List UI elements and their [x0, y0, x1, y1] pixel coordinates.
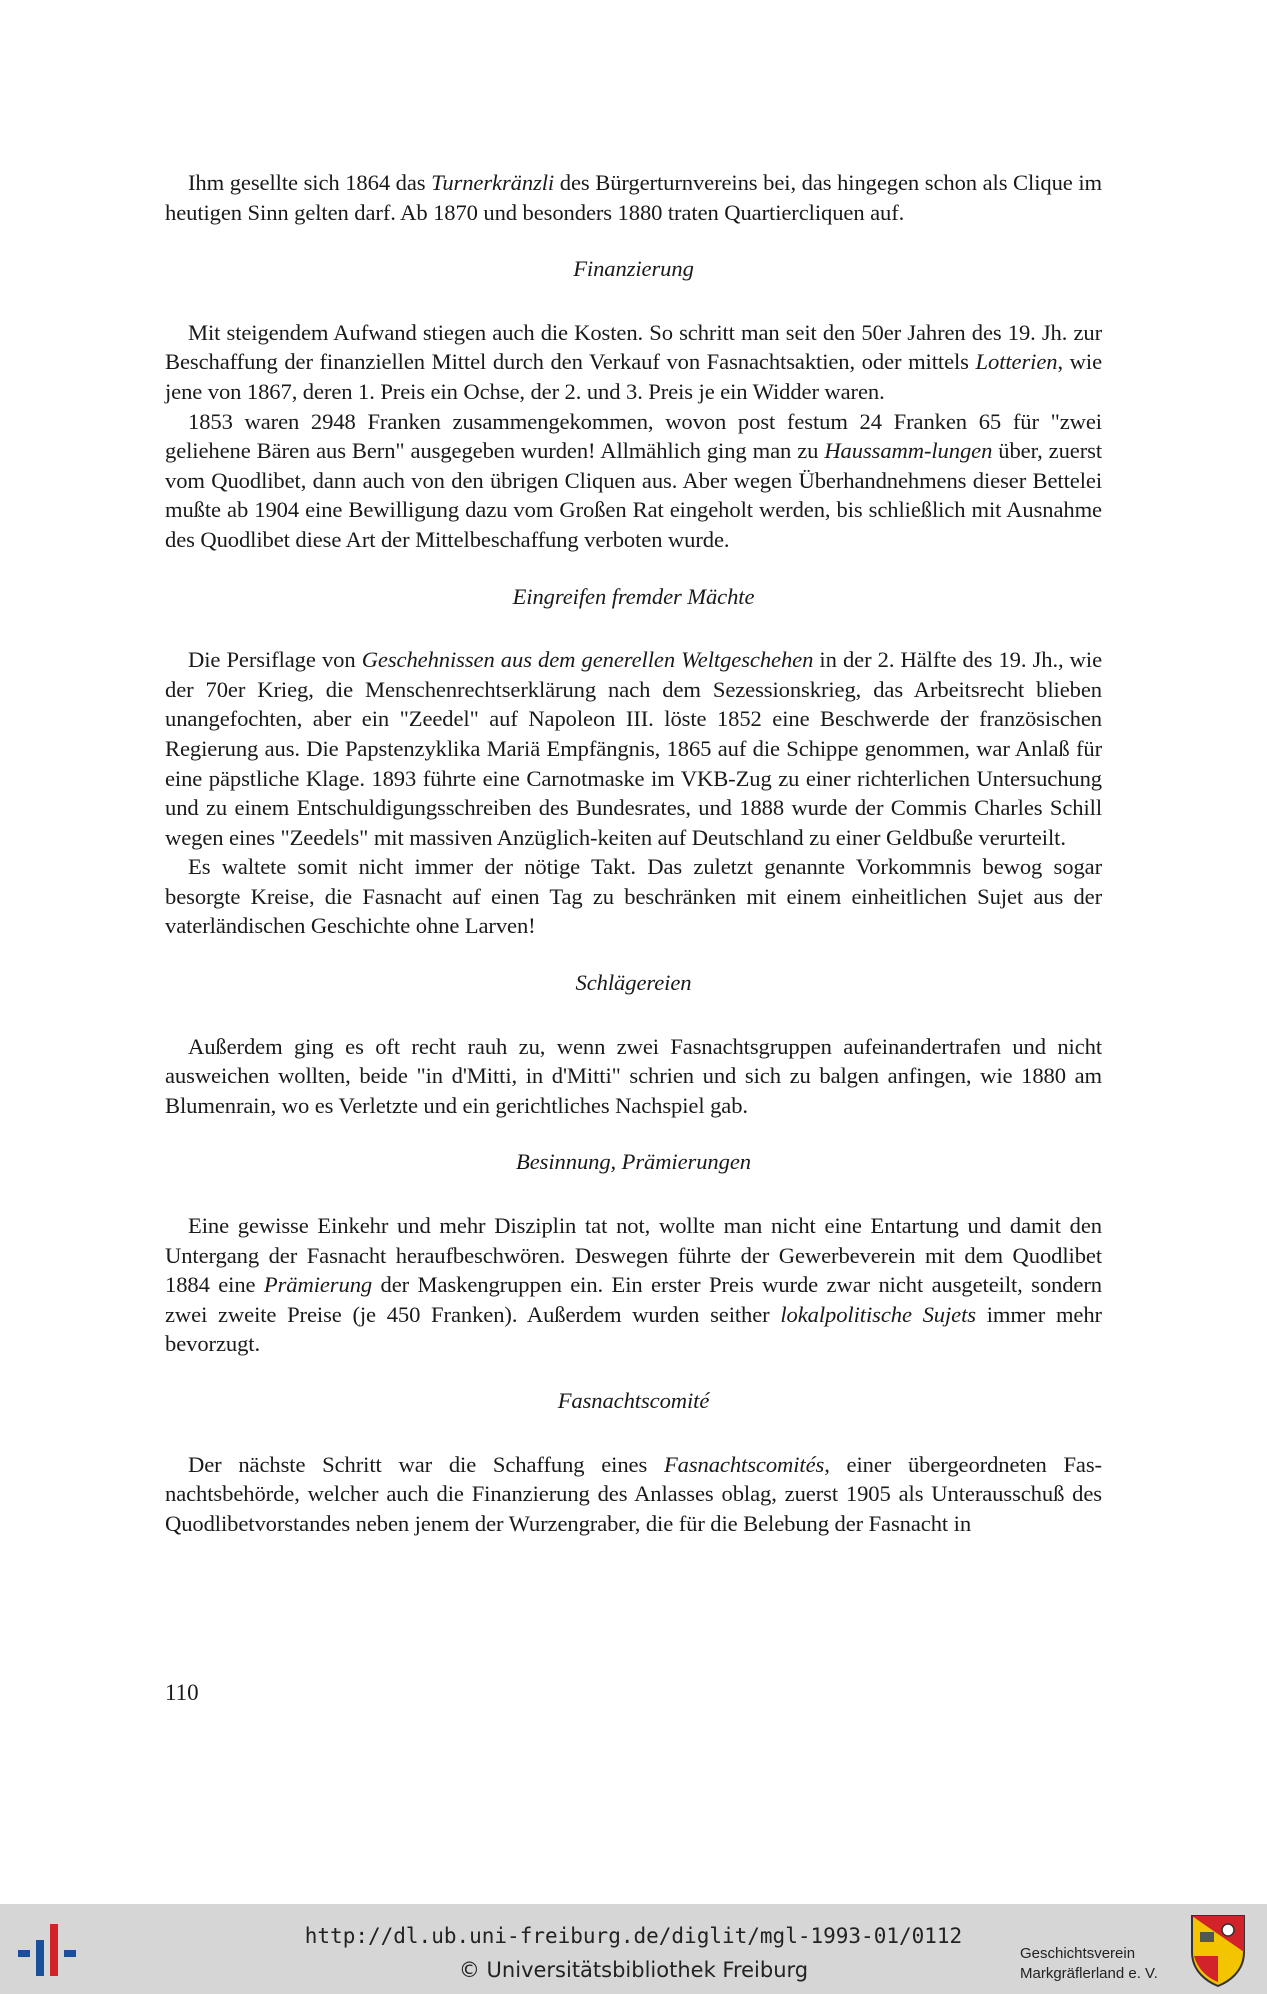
society-line-2: Markgräflerland e. V.: [1020, 1965, 1158, 1982]
italic-term: Fasnachtscomités: [663, 1451, 825, 1477]
italic-term: Turnerkränzli: [431, 170, 555, 195]
society-name: [1020, 1944, 1158, 1984]
italic-term: Prämierung: [263, 1272, 373, 1298]
section-heading: Fasnachtscomité: [557, 1388, 710, 1413]
document-url[interactable]: http://dl.ub.uni-freiburg.de/diglit/mgl-1993-01/0112: [304, 1924, 963, 1948]
body-text: [165, 168, 1102, 1538]
paragraph: Die Persiflage von Geschehnissen aus dem generellen Weltgeschehen in der 2. Hälfte des 19. Jh., wie der 70er Krieg, die Menschenrechtserklärung nach dem Sezessionskrieg, das Arbeitsrecht blieben unangefochten, aber ein "Zeedel" auf Napoleon III. löste 1852 eine Beschwerde der französischen Regierung aus. Die Papstenzyklika Mariä Empfängnis, 1865 auf die Schippe genommen, war Anlaß für eine päpstliche Klage. 1893 führte eine Carnotmaske im VKB-Zug zu einer richterlichen Untersuchung und zu einem Entschuldigungsschreiben des Bundesrates, und 1888 wurde der Commis Charles Schill wegen eines "Zeedels" mit massiven Anzüglich-keiten auf Deutschland zu einer Geldbuße verurteilt.: [165, 647, 1103, 850]
page-number: 110: [165, 1680, 199, 1705]
paragraph: Ihm gesellte sich 1864 das Turnerkränzli des Bürgerturnvereins bei, das hingegen schon als Clique im heutigen Sinn gelten darf. Ab 1870 und besonders 1880 traten Quartiercliquen auf.: [165, 170, 1102, 225]
paragraph: Außerdem ging es oft recht rauh zu, wenn zwei Fasnachtsgruppen aufeinandertrafen und nicht ausweichen wollten, beide "in d'Mitti, in d'Mitti" schrien und sich zu balgen anfingen, wie 1880 am Blumenrain, wo es Verletzte und ein gerichtliches Nachspiel gab.: [165, 1033, 1102, 1118]
paragraph: 1853 waren 2948 Franken zusammengekommen, wovon post festum 24 Franken 65 für "zwei geliehene Bären aus Bern" ausgegeben wurden! Allmählich ging man zu Haussamm-lungen über, zuerst vom Quodlibet, dann auch von den übrigen Cliquen aus. Aber wegen Überhandnehmens dieser Bettelei mußte ab 1904 eine Bewilligung dazu vom Großen Rat eingeholt werden, bis schließlich mit Ausnahme des Quodlibet diese Art der Mittelbeschaffung verboten wurde.: [165, 408, 1102, 552]
copyright-notice: © Universitätsbibliothek Freiburg: [458, 1958, 809, 1982]
section-heading: Besinnung, Prämierungen: [516, 1149, 751, 1175]
section-heading: Eingreifen fremder Mächte: [512, 583, 755, 609]
section-heading: Finanzierung: [573, 256, 694, 282]
paragraph: Mit steigendem Aufwand stiegen auch die Kosten. So schritt man seit den 50er Jahren des 19. Jh. zur Beschaffung der finanziellen Mittel durch den Verkauf von Fasnachtsaktien, oder mittels Lotterien, wie jene von 1867, deren 1. Preis ein Ochse, der 2. und 3. Preis je ein Widder waren.: [165, 319, 1102, 404]
society-line-1: Geschichtsverein: [1020, 1945, 1136, 1962]
coat-of-arms-icon: [1188, 1912, 1248, 1988]
italic-term: Haussamm-lungen: [824, 438, 993, 464]
italic-term: Lotterien: [975, 349, 1058, 375]
italic-term: Geschehnissen aus dem generellen Weltgeschehen: [361, 647, 814, 673]
viewer-footer: [0, 1904, 1267, 1994]
paragraph: Der nächste Schritt war die Schaffung eines Fasnachtscomités, einer übergeordneten Fas-nachtsbehörde, welcher auch die Finanzierung des Anlasses oblag, zuerst 1905 als Unterausschuß des Quodlibetvorstandes neben jenem der Wurzengraber, die für die Belebung der Fasnacht in: [165, 1451, 1102, 1536]
italic-term: lokalpolitische Sujets: [780, 1301, 976, 1327]
paragraph: Es waltete somit nicht immer der nötige Takt. Das zuletzt genannte Vorkommnis bewog sogar besorgte Kreise, die Fasnacht auf einen Tag zu beschränken mit einem einheitlichen Sujet aus der vaterländischen Geschichte ohne Larven!: [165, 854, 1102, 939]
paragraph: Eine gewisse Einkehr und mehr Disziplin tat not, wollte man nicht eine Entartung und damit den Untergang der Fasnacht heraufbeschwören. Deswegen führte der Gewerbeverein mit dem Quodlibet 1884 eine Prämierung der Maskengruppen ein. Ein erster Preis wurde zwar nicht ausgeteilt, sondern zwei zweite Preise (je 450 Franken). Außerdem wurden seither lokalpolitische Sujets immer mehr bevorzugt.: [165, 1213, 1102, 1357]
section-heading: Schlägereien: [575, 970, 692, 996]
